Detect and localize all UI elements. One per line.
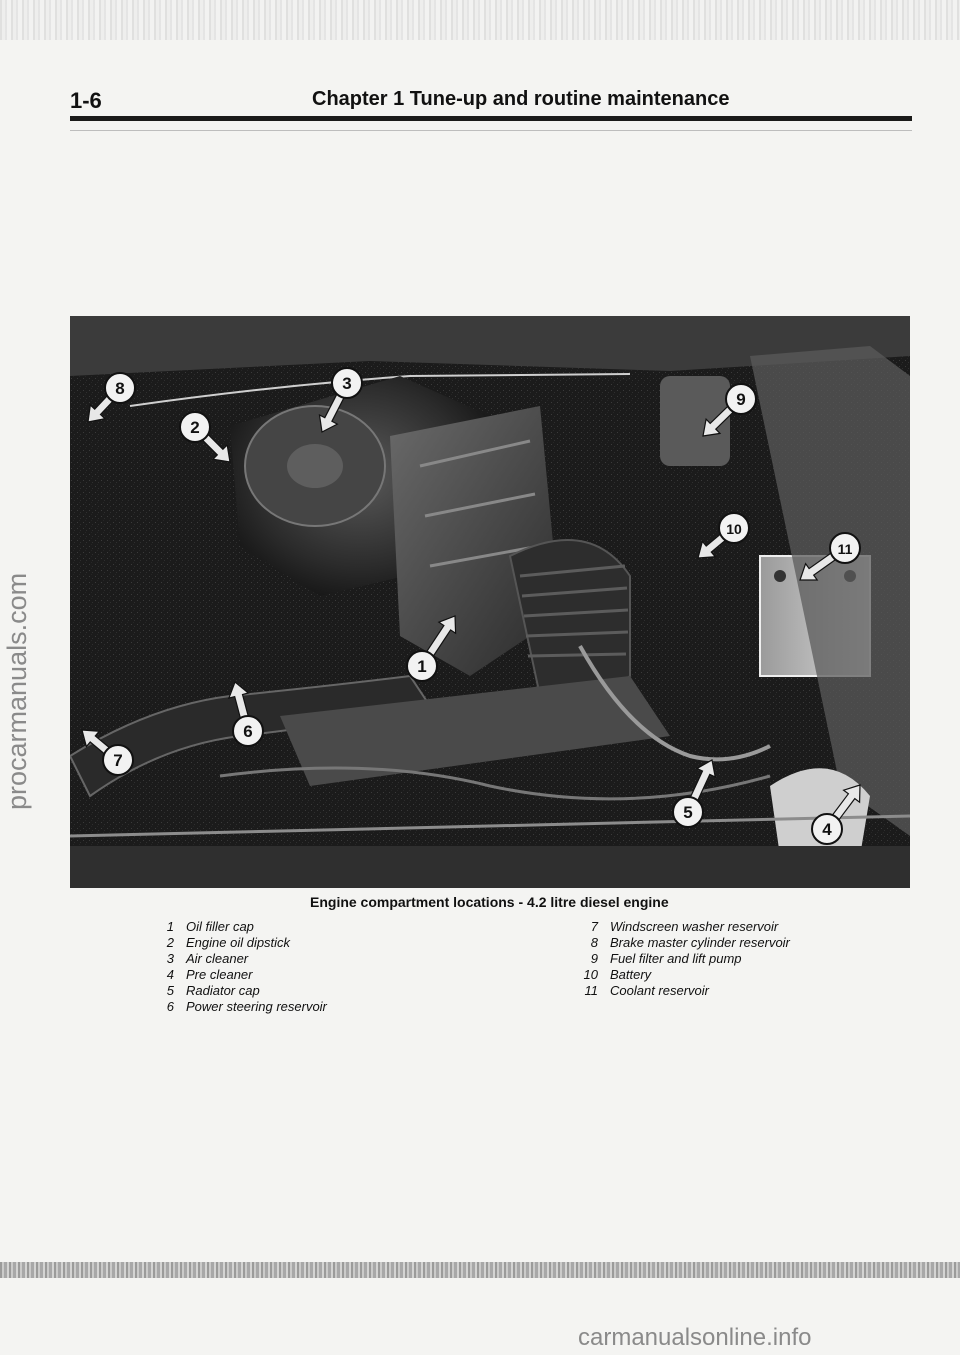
legend-item-text: Air cleaner [186, 951, 249, 966]
legend-item [138, 983, 327, 999]
figure-caption: Engine compartment locations - 4.2 litre diesel engine [310, 894, 669, 910]
callout-label: 3 [342, 374, 352, 393]
callout-label: 6 [243, 722, 253, 741]
legend-item-text: Fuel filter and lift pump [610, 951, 742, 966]
side-watermark-text: procarmanuals.com [2, 572, 32, 810]
legend-item-number: 11 [584, 983, 598, 998]
legend-item-number: 4 [166, 967, 174, 982]
callout-label: 11 [837, 541, 853, 557]
callout-label: 4 [822, 820, 832, 839]
legend-item [138, 919, 327, 935]
callout-label: 7 [113, 751, 123, 770]
callout-label: 5 [683, 803, 693, 822]
callout-label: 10 [726, 521, 742, 537]
chapter-title: Chapter 1 Tune-up and routine maintenance [312, 88, 730, 110]
legend-item [138, 951, 327, 967]
callout-label: 2 [190, 418, 200, 437]
legend-item-text: Power steering reservoir [186, 999, 327, 1014]
legend-item-number: 9 [590, 951, 598, 966]
legend-item-text: Windscreen washer reservoir [610, 919, 779, 934]
legend-item-text: Oil filler cap [186, 919, 254, 934]
legend-item [562, 919, 790, 935]
legend-item-text: Pre cleaner [186, 967, 253, 982]
legend-item [562, 935, 790, 951]
legend-item [562, 951, 790, 967]
page-number: 1-6 [70, 88, 102, 113]
legend-item [138, 935, 327, 951]
legend-item-number: 6 [166, 999, 174, 1014]
legend-item-text: Coolant reservoir [610, 983, 709, 998]
legend-item-text: Radiator cap [186, 983, 260, 998]
legend-item-text: Battery [610, 967, 652, 982]
front-crossmember [70, 846, 910, 888]
footer-watermark: carmanualsonline.info [578, 1324, 812, 1351]
legend-item [562, 967, 790, 983]
header-rule-thin [70, 130, 912, 131]
engine-compartment-photo [70, 316, 910, 888]
legend-item [138, 999, 327, 1015]
legend-item-number: 8 [590, 935, 598, 950]
legend-item-number: 7 [590, 919, 598, 934]
legend-item-text: Brake master cylinder reservoir [610, 935, 790, 950]
legend-item-number: 1 [166, 919, 174, 934]
battery-terminal [774, 570, 786, 582]
legend-left [138, 919, 327, 1015]
legend-item-number: 5 [166, 983, 174, 998]
legend-item-number: 10 [583, 967, 598, 982]
scan-noise-bottom [0, 1262, 960, 1278]
callout-label: 9 [736, 390, 746, 409]
legend-item-number: 3 [166, 951, 174, 966]
header-rule [70, 116, 912, 121]
legend-right [562, 919, 790, 999]
legend-item [138, 967, 327, 983]
legend-item-number: 2 [166, 935, 174, 950]
legend-item [562, 983, 790, 999]
legend-item-text: Engine oil dipstick [186, 935, 291, 950]
scan-noise-top [0, 0, 960, 40]
air-cleaner-nut [287, 444, 343, 488]
callout-label: 8 [115, 379, 125, 398]
callout-label: 1 [417, 657, 427, 676]
